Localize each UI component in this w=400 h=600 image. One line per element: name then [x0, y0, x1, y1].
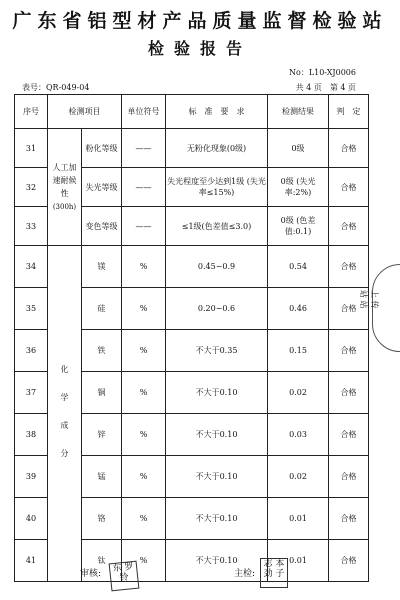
row-result: 0.01: [268, 540, 329, 582]
row-unit: %: [122, 540, 166, 582]
form-number: 表号：QR-049-04: [22, 83, 90, 92]
row-requirement: 不大于0.10: [166, 540, 268, 582]
row-item: 铜: [82, 372, 122, 414]
row-no: 35: [15, 288, 48, 330]
row-requirement: 不大于0.10: [166, 414, 268, 456]
row-verdict: 合格: [329, 288, 369, 330]
table-header-row: [15, 95, 369, 129]
row-item: 粉化等级: [82, 129, 122, 168]
report-title: 检验报告: [147, 39, 252, 58]
row-unit: ——: [122, 207, 166, 246]
col-header-unit: 单位符号: [122, 95, 166, 129]
row-verdict: 合格: [329, 414, 369, 456]
col-header-requirement: 标 准 要 求: [166, 95, 268, 129]
row-unit: %: [122, 372, 166, 414]
row-result: 0级 (色差值:0.1): [268, 207, 329, 246]
row-no: 39: [15, 456, 48, 498]
row-requirement: 不大于0.10: [166, 498, 268, 540]
row-result: 0.15: [268, 330, 329, 372]
weathering-group-label: [48, 129, 82, 246]
row-unit: %: [122, 246, 166, 288]
row-unit: %: [122, 288, 166, 330]
col-header-result: 检测结果: [268, 95, 329, 129]
row-item: 失光等级: [82, 168, 122, 207]
row-requirement: 0.45~0.9: [166, 246, 268, 288]
row-no: 41: [15, 540, 48, 582]
auditor-seal: 东 罗 铃: [109, 561, 140, 592]
row-verdict: 合格: [329, 330, 369, 372]
row-verdict: 合格: [329, 207, 369, 246]
org-title: 广东省铝型材产品质量监督检验站: [12, 10, 388, 32]
row-item: 硅: [82, 288, 122, 330]
col-header-item: 检测项目: [48, 95, 122, 129]
row-no: 34: [15, 246, 48, 288]
results-table: [14, 94, 369, 582]
row-unit: ——: [122, 129, 166, 168]
row-verdict: 合格: [329, 498, 369, 540]
row-no: 37: [15, 372, 48, 414]
weathering-group-name: 人工加速耐候性: [52, 162, 77, 198]
main-inspector-seal: 志 本 劲 子: [260, 558, 288, 588]
row-unit: %: [122, 330, 166, 372]
row-requirement: 不大于0.10: [166, 372, 268, 414]
row-no: 38: [15, 414, 48, 456]
row-verdict: 合格: [329, 540, 369, 582]
chem-group-label: 化 学 成 分: [48, 246, 82, 582]
table-row: [15, 129, 369, 168]
row-requirement: 不大于0.35: [166, 330, 268, 372]
row-result: 0.01: [268, 498, 329, 540]
audit-label: 审核:: [80, 569, 102, 579]
row-verdict: 合格: [329, 168, 369, 207]
table-row: [15, 246, 369, 288]
row-item: 锌: [82, 414, 122, 456]
row-no: 32: [15, 168, 48, 207]
row-requirement: 0.20~0.6: [166, 288, 268, 330]
row-requirement: 无粉化现象(0级): [166, 129, 268, 168]
row-item: 铬: [82, 498, 122, 540]
row-requirement: 不大于0.10: [166, 456, 268, 498]
col-header-verdict: 判 定: [329, 95, 369, 129]
row-item: 变色等级: [82, 207, 122, 246]
main-inspector-label: 主检:: [234, 569, 256, 579]
row-item: 锰: [82, 456, 122, 498]
row-verdict: 合格: [329, 372, 369, 414]
row-no: 31: [15, 129, 48, 168]
row-verdict: 合格: [329, 456, 369, 498]
row-no: 36: [15, 330, 48, 372]
row-result: 0级: [268, 129, 329, 168]
row-result: 0.02: [268, 456, 329, 498]
report-number: No：L10-XJ0006: [289, 68, 356, 77]
page-count: 共 4 页 第 4 页: [295, 83, 356, 92]
row-unit: %: [122, 498, 166, 540]
row-result: 0.46: [268, 288, 329, 330]
row-unit: %: [122, 414, 166, 456]
row-item: 镁: [82, 246, 122, 288]
row-no: 33: [15, 207, 48, 246]
row-result: 0.02: [268, 372, 329, 414]
row-item: 铁: [82, 330, 122, 372]
row-verdict: 合格: [329, 246, 369, 288]
row-result: 0.54: [268, 246, 329, 288]
row-item: 钛: [82, 540, 122, 582]
row-requirement: ≤1级(色差值≤3.0): [166, 207, 268, 246]
row-unit: %: [122, 456, 166, 498]
row-result: 0.03: [268, 414, 329, 456]
col-header-no: 序号: [15, 95, 48, 129]
row-requirement: 失光程度至少达到1级 (失光率≤15%): [166, 168, 268, 207]
row-result: 0级 (失光率:2%): [268, 168, 329, 207]
side-stamp-text: 上 传 站 站: [359, 290, 379, 309]
weathering-group-duration: (300h): [52, 202, 77, 211]
row-no: 40: [15, 498, 48, 540]
row-unit: ——: [122, 168, 166, 207]
row-verdict: 合格: [329, 129, 369, 168]
